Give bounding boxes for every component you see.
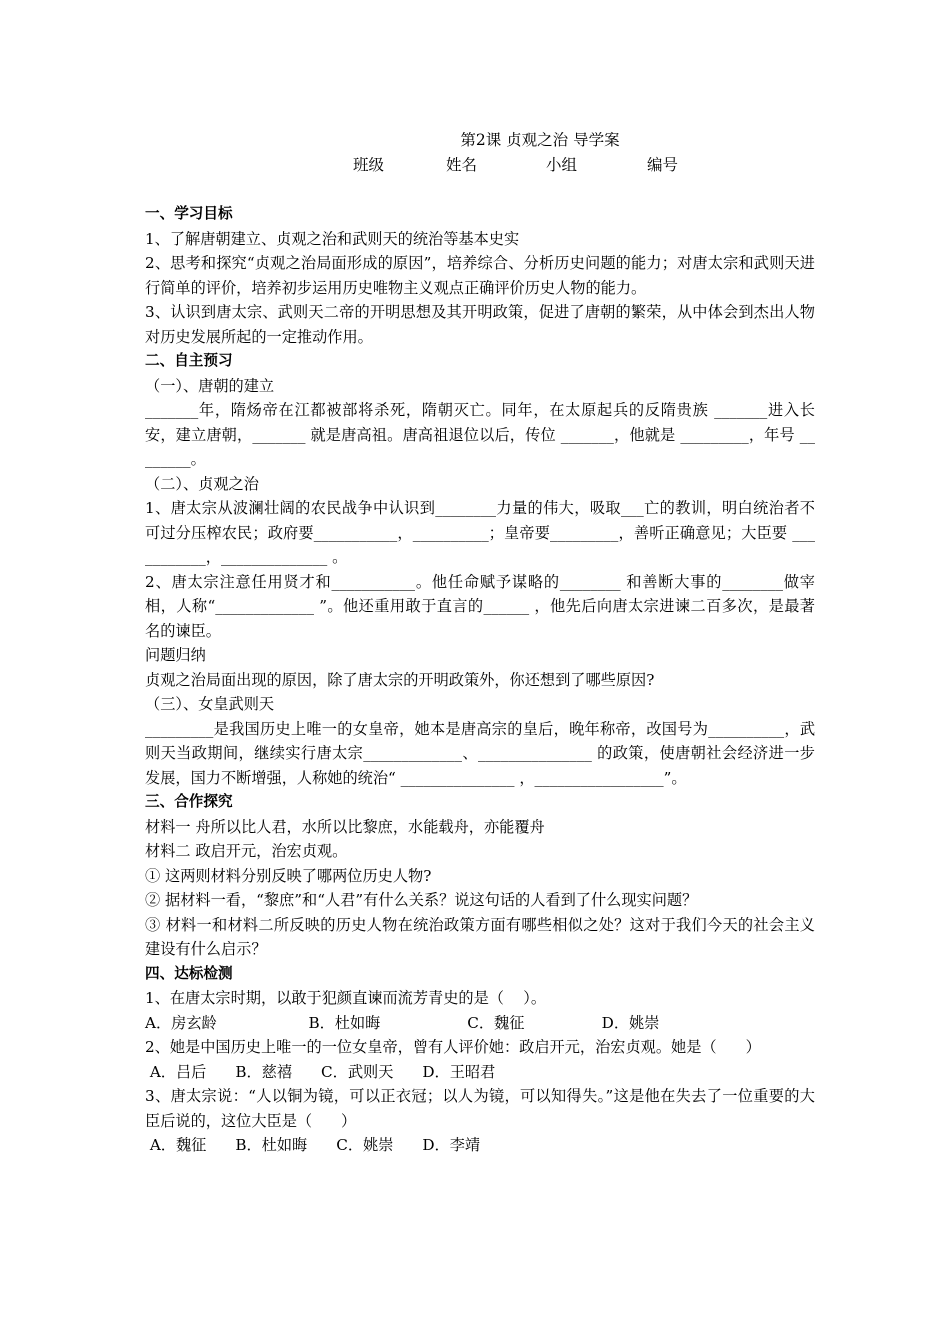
group-label: 小组 [546,156,578,174]
text-line: A．魏征 B．杜如晦 C．姚崇 D．李靖 [145,1136,481,1154]
text-line: 问题归纳 [145,646,206,664]
text-line: A．房玄龄 B．杜如晦 C．魏征 D．姚崇 [145,1013,660,1032]
text-line: 1、了解唐朝建立、贞观之治和武则天的统治等基本史实 [145,229,520,248]
text-line: 2、她是中国历史上唯一的一位女皇帝，曾有人评价她：政启开元，治宏贞观。她是（ ） [145,1038,761,1056]
page-title: 第2课 贞观之治 导学案 [460,131,620,149]
text-line: 贞观之治局面出现的原因，除了唐太宗的开明政策外，你还想到了哪些原因? [145,670,655,689]
text-line: ① 这两则材料分别反映了哪两位历史人物? [145,866,432,885]
text-line: （一）、唐朝的建立 [145,376,275,395]
text-line: _________是我国历史上唯一的女皇帝，她本是唐高宗的皇后，晚年称帝，改国号为__________，武则天当政期间，继续实行唐太宗_____________、_______________ 的政策，使唐朝社会经济进一步发展，国力不断增强，人称她的统治“ _______________ ，_________________”。 [145,719,815,787]
worksheet-body [145,202,815,1158]
text-line: 3、认识到唐太宗、武则天二帝的开明思想及其开明政策，促进了唐朝的繁荣，从中体会到杰出人物对历史发展所起的一定推动作用。 [145,303,815,346]
section-heading: 三、合作探究 [145,793,233,810]
number-label: 编号 [647,156,679,174]
text-line: 2、唐太宗注意任用贤才和___________。他任命赋予谋略的________ 和善断大事的________做宰相，人称“_____________ ”。他还重用敢于直言的______ ，他先后向唐太宗进谏二百多次，是最著名的谏臣。 [145,572,815,640]
name-label: 姓名 [446,156,478,174]
text-line: 1、唐太宗从波澜壮阔的农民战争中认识到________力量的伟大，吸取___亡的教训，明白统治者不可过分压榨农民；政府要___________，__________；皇帝要_________，善听正确意见；大臣要 ___________，______________ 。 [145,499,815,566]
text-line: A．吕后 B．慈禧 C．武则天 D．王昭君 [145,1062,496,1081]
text-line: _______年，隋炀帝在江都被部将杀死，隋朝灭亡。同年，在太原起兵的反隋贵族 _______进入长安，建立唐朝，_______ 就是唐高祖。唐高祖退位以后，传位 _______，他就是 _________，年号 ________。 [145,401,815,468]
text-line: （二）、贞观之治 [145,474,259,493]
text-line: 3、唐太宗说：“人以铜为镜，可以正衣冠；以人为镜，可以知得失。”这是他在失去了一位重要的大臣后说的，这位大臣是（ ） [145,1087,815,1130]
text-line: ② 据材料一看，“黎庶”和“人君”有什么关系？说这句话的人看到了什么现实问题？ [145,891,698,909]
text-line: 2、思考和探究“贞观之治局面形成的原因”，培养综合、分析历史问题的能力；对唐太宗和武则天进行简单的评价，培养初步运用历史唯物主义观点正确评价历史人物的能力。 [145,254,815,297]
class-label: 班级 [353,156,385,174]
section-heading: 四、达标检测 [145,964,233,982]
student-info-row [0,153,950,173]
text-line: ③ 材料一和材料二所反映的历史人物在统治政策方面有哪些相似之处？这对于我们今天的社会主义建设有什么启示？ [145,915,815,958]
section-heading: 二、自主预习 [145,352,233,369]
text-line: （三）、女皇武则天 [145,695,275,713]
text-line: 材料二 政启开元，治宏贞观。 [145,842,348,860]
text-line: 材料一 舟所以比人君，水所以比黎庶，水能载舟，亦能覆舟 [145,817,545,836]
text-line: 1、在唐太宗时期，以敢于犯颜直谏而流芳青史的是（ ）。 [145,989,547,1007]
section-heading: 一、学习目标 [145,205,233,222]
